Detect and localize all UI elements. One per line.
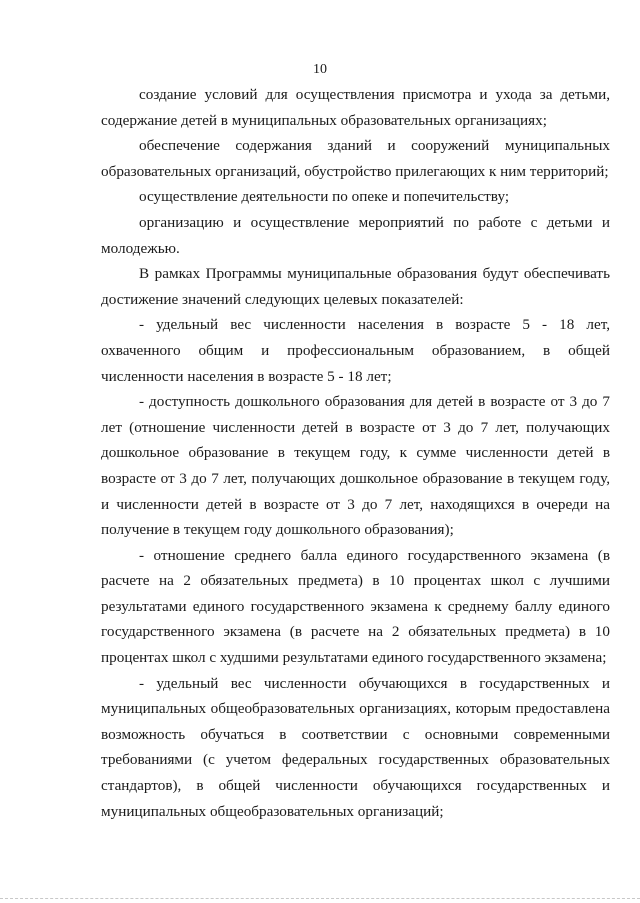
paragraph-building-maintenance: обеспечение содержания зданий и сооружений муниципальных образовательных организаций, обустройство прилегающих к ним территорий; [101,137,610,180]
paragraph-indicator-education-coverage: - удельный вес численности населения в возрасте 5 - 18 лет, охваченного общим и профессиональным образованием, в общей численности населения в возрасте 5 - 18 лет; [101,316,610,385]
paragraph-guardianship: осуществление деятельности по опеке и попечительству; [139,188,510,206]
paragraph-indicator-preschool-access: - доступность дошкольного образования для детей в возрасте от 3 до 7 лет (отношение численности детей в возрасте от 3 до 7 лет, получающих дошкольное образование в текущем году, к сумме численности детей в возрасте от 3 до 7 лет, получающих дошкольное образование в текущем году, и численности детей в возрасте от 3 до 7 лет, находящихся в очереди на получение в текущем году дошкольного образования); [101,393,610,539]
paragraph-childcare-conditions: создание условий для осуществления присмотра и ухода за детьми, содержание детей в муниципальных образовательных организациях; [101,86,610,129]
paragraph-youth-activities: организацию и осуществление мероприятий по работе с детьми и молодежью. [101,213,610,257]
document-body [101,82,610,824]
paragraph-indicator-exam-score-ratio: - отношение среднего балла единого государственного экзамена (в расчете на 2 обязательных предмета) в 10 процентах школ с лучшими результатами единого государственного экзамена к среднему баллу единого государственного экзамена (в расчете на 2 обязательных предмета) в 10 процентах школ с худшими результатами единого государственного экзамена; [101,546,610,667]
page-bottom-edge [0,898,640,900]
page-number: 10 [313,62,327,77]
paragraph-indicator-modern-requirements: - удельный вес численности обучающихся в государственных и муниципальных общеобразовательных организациях, которым предоставлена возможность обучаться в соответствии с основными современными требованиями (с учетом федеральных государственных образовательных стандартов), в общей численности обучающихся государственных и муниципальных общеобразовательных организаций; [101,674,610,820]
paragraph-program-targets-intro: В рамках Программы муниципальные образования будут обеспечивать достижение значений следующих целевых показателей: [101,265,610,308]
